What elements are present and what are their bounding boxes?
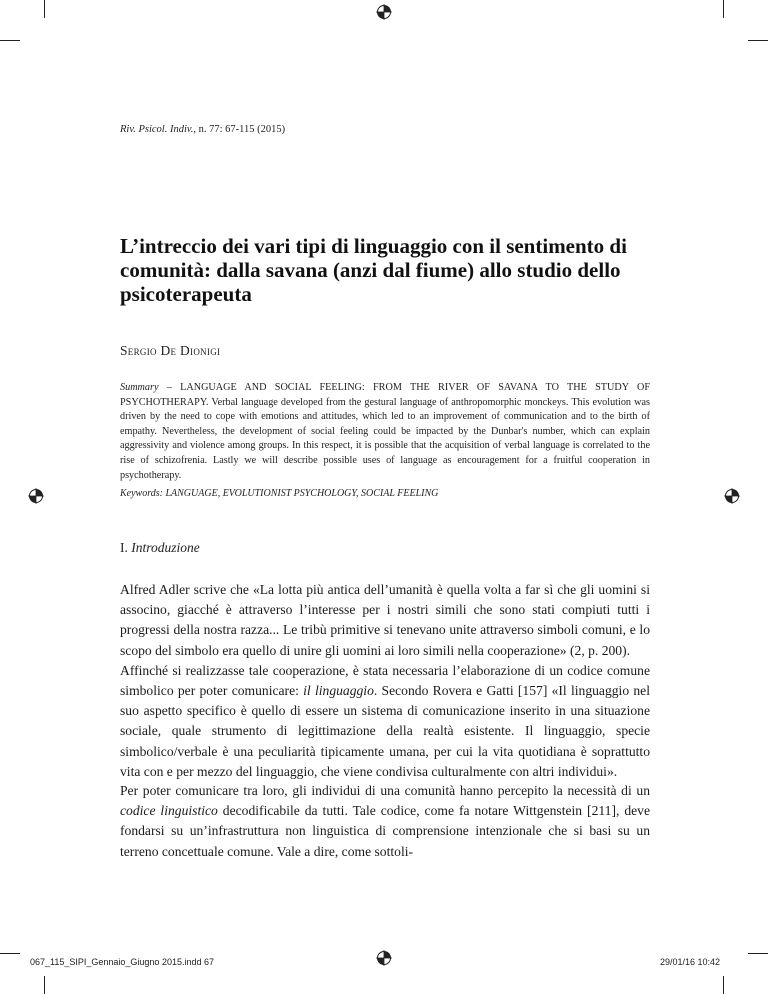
- emphasis-text: il linguaggio: [303, 683, 374, 699]
- crop-mark: [44, 0, 45, 18]
- body-paragraph: [120, 781, 650, 862]
- abstract: [120, 381, 650, 483]
- body-paragraph: [120, 580, 650, 782]
- emphasis-text: codice linguistico: [120, 803, 218, 819]
- crop-mark: [0, 40, 20, 41]
- journal-abbrev: Riv. Psicol. Indiv.: [120, 124, 194, 135]
- crop-mark: [44, 976, 45, 994]
- article-title: L’intreccio dei vari tipi di linguaggio con il sentimento di comunità: dalla savana (anzi dal fiume) allo studio dello psicoterapeuta: [120, 234, 627, 306]
- keywords-text: : LANGUAGE, EVOLUTIONIST PSYCHOLOGY, SOCIAL FEELING: [159, 488, 439, 499]
- paragraph-text: decodificabile da tutti. Tale codice, come fa notare Wittgenstein [211], deve fondarsi su un’infrastruttura non linguistica di comprensione intenzionale che si basi su un terreno concettuale comune. Vale a dire, come sottoli-: [120, 803, 651, 859]
- crop-mark: [723, 976, 724, 994]
- section-title: Introduzione: [131, 540, 200, 555]
- section-heading: [120, 540, 200, 556]
- journal-reference: [120, 124, 285, 135]
- journal-details: , n. 77: 67-115 (2015): [193, 124, 286, 135]
- registration-mark-icon: [724, 488, 740, 504]
- keywords-label: Keywords: [120, 488, 160, 499]
- keywords: [120, 488, 438, 499]
- paragraph-text: Alfred Adler scrive che «La lotta più antica dell’umanità è quella volta a far sì che gli uomini si associno, giacché è attraverso l’interesse per i nostri simili che sono stati compiuti tutti i progressi della nostra razza... Le tribù primitive si tenevano unite attraverso simboli comuni, e lo scopo del simbolo era quello di unire gli uomini ai loro simili nella cooperazione» (2, p. 200).: [120, 582, 650, 658]
- paragraph-text: Per poter comunicare tra loro, gli individui di una comunità hanno percepito la necessità di un: [120, 783, 650, 798]
- paragraph-text: Affinché si realizzasse tale cooperazione, è stata necessaria l’elaborazione di un codice comune simbolico per poter comunicare:: [120, 662, 650, 699]
- crop-mark: [748, 40, 768, 41]
- summary-text: – LANGUAGE AND SOCIAL FEELING: FROM THE RIVER OF SAVANA TO THE STUDY OF PSYCHOTHERAPY. Verbal language developed from the gestural language of anthropomorphic monckeys. This evolution was driven by the need to cope with emotions and attitudes, which led to an improvement of communication and to the birth of empathy. Nevertheless, the development of social feeling could be impacted by the Dunbar's number, which can explain aggressivity and violence among groups. In this respect, it is possible that the acquisition of verbal language is correlated to the rise of schizofrenia. Lastly we will describe possible uses of language as encouragement for a fruitful cooperation in psychotherapy.: [120, 382, 650, 481]
- registration-mark-icon: [28, 488, 44, 504]
- crop-mark: [723, 0, 724, 18]
- print-slug-filename: 067_115_SIPI_Gennaio_Giugno 2015.indd 67: [30, 957, 214, 967]
- print-slug-timestamp: 29/01/16 10:42: [660, 957, 721, 967]
- crop-mark: [748, 953, 768, 954]
- paragraph-text: . Secondo Rovera e Gatti [157] «Il linguaggio nel suo aspetto specifico è quello di essere un sistema di comunicazione inserito in una situazione sociale, quale strumento di legittimazione della realtà esistente. Il linguaggio, specie simbolico/verbale è una peculiarità tipicamente umana, per cui la vita quotidiana è soprattutto vita con e per mezzo del linguaggio, che viene condivisa culturalmente con altri individui».: [120, 683, 650, 779]
- article-author: Sergio De Dionigi: [120, 343, 221, 358]
- section-number: I.: [120, 540, 132, 555]
- registration-mark-icon: [376, 950, 392, 966]
- summary-label: Summary: [120, 382, 159, 393]
- crop-mark: [0, 953, 20, 954]
- registration-mark-icon: [376, 4, 392, 20]
